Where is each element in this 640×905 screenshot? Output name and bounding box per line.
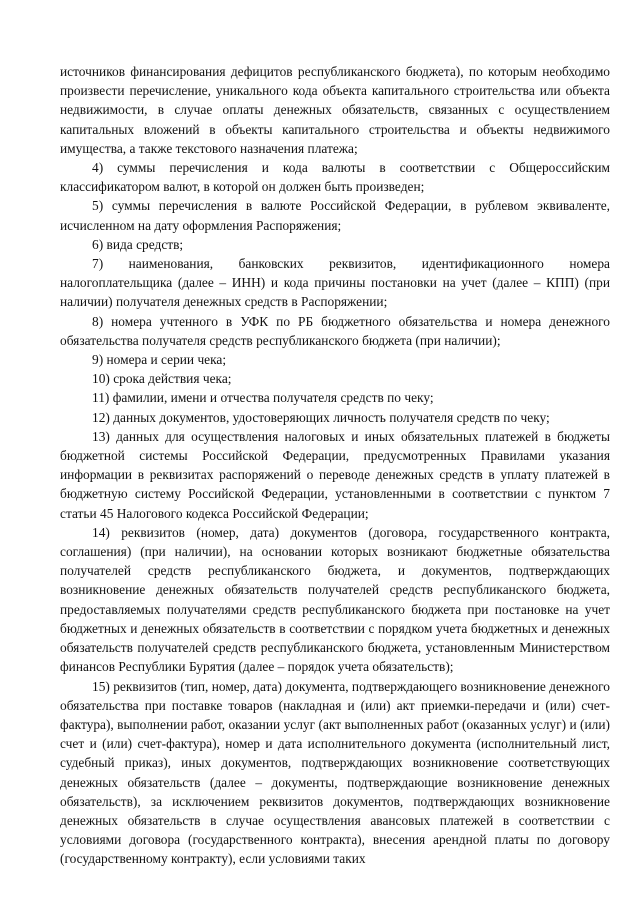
paragraph-item-12: 12) данных документов, удостоверяющих личность получателя средств по чеку; <box>92 409 550 425</box>
document-page <box>60 62 610 869</box>
paragraph-item-15: 15) реквизитов (тип, номер, дата) документа, подтверждающего возникновение денежного обязательства при поставке товаров (накладная и (или) акт приемки-передачи и (или) счет-фактура), выполнении работ, оказании услуг (акт выполненных работ (оказанных услуг) и (или) счет и (или) счет-фактура), номер и дата исполнительного документа (исполнительный лист, судебный приказ), иных документов, подтверждающих возникновение соответствующих денежных обязательств (далее – документы, подтверждающие возникновение денежных обязательств), за исключением реквизитов документов, подтверждающих возникновение денежных обязательств в случае осуществления авансовых платежей в соответствии с условиями договора (государственного контракта), внесения арендной платы по договору (государственному контракту), если условиями таких <box>60 678 610 867</box>
paragraph-item-11: 11) фамилии, имени и отчества получателя средств по чеку; <box>92 390 434 406</box>
paragraph-item-4: 4) суммы перечисления и кода валюты в соответствии с Общероссийским классификатором валют, в которой он должен быть произведен; <box>60 160 610 195</box>
paragraph-item-7: 7) наименования, банковских реквизитов, идентификационного номера налогоплательщика (далее – ИНН) и кода причины постановки на учет (далее – КПП) (при наличии) получателя денежных средств в Распоряжении; <box>60 256 610 310</box>
paragraph-continuation: источников финансирования дефицитов республиканского бюджета), по которым необходимо произвести перечисление, уникального кода объекта капитального строительства или объекта недвижимости, в случае оплаты денежных обязательств, связанных с осуществлением капитальных вложений в объекты капитального строительства и объекты недвижимого имущества, а также текстового назначения платежа; <box>60 64 610 156</box>
paragraph-item-9: 9) номера и серии чека; <box>92 352 227 368</box>
paragraph-item-5: 5) суммы перечисления в валюте Российской Федерации, в рублевом эквиваленте, исчисленном на дату оформления Распоряжения; <box>60 198 610 233</box>
paragraph-item-13: 13) данных для осуществления налоговых и иных обязательных платежей в бюджеты бюджетной системы Российской Федерации, предусмотренных Правилами указания информации в реквизитах распоряжений о переводе денежных средств в уплату платежей в бюджетную систему Российской Федерации, установленными в соответствии с пунктом 7 статьи 45 Налогового кодекса Российской Федерации; <box>60 428 610 521</box>
paragraph-item-14: 14) реквизитов (номер, дата) документов (договора, государственного контракта, соглашения) (при наличии), на основании которых возникают бюджетные обязательства получателей средств республиканского бюджета, и документов, подтверждающих возникновение денежных обязательств получателей средств республиканского бюджета, предоставляемых получателями средств республиканского бюджета при постановке на учет бюджетных и денежных обязательств в соответствии с порядком учета бюджетных и денежных обязательств получателей средств республиканского бюджета, установленным Министерством финансов Республики Бурятия (далее – порядок учета обязательств); <box>60 524 610 675</box>
paragraph-item-6: 6) вида средств; <box>92 236 184 252</box>
paragraph-item-8: 8) номера учтенного в УФК по РБ бюджетного обязательства и номера денежного обязательства получателя средств республиканского бюджета (при наличии); <box>60 313 610 348</box>
paragraph-item-10: 10) срока действия чека; <box>92 371 232 387</box>
